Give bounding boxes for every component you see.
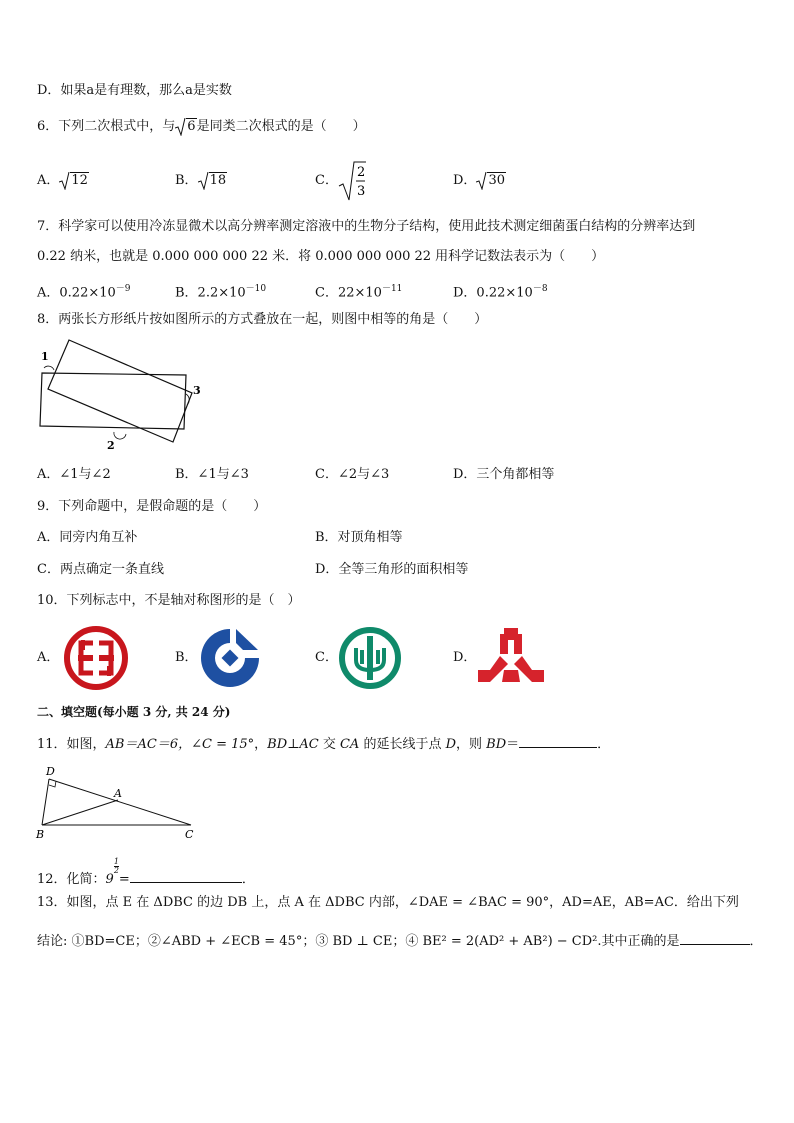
ccb-logo-icon[interactable] bbox=[198, 626, 262, 690]
q9-option-d[interactable]: D．全等三角形的面积相等 bbox=[315, 562, 469, 577]
svg-text:C: C bbox=[185, 828, 194, 841]
q6-option-c[interactable]: C． 2 3 bbox=[315, 160, 366, 202]
q13-stem-line1: 13．如图，点 E 在 ΔDBC 的边 DB 上，点 A 在 ΔDBC 内部，∠DAE = ∠BAC = 90°，AD=AE，AB=AC．给出下列 bbox=[37, 895, 739, 910]
boc-logo-icon[interactable] bbox=[476, 626, 546, 690]
q7-stem-line2: 0.22 纳米，也就是 0.000 000 000 22 米．将 0.000 000 000 22 用科学记数法表示为（ ） bbox=[37, 249, 605, 264]
q10-stem: 10．下列标志中，不是轴对称图形的是（ ） bbox=[37, 593, 301, 608]
q6-option-a[interactable]: A． 12 bbox=[37, 173, 88, 188]
q6-stem-pre: 6．下列二次根式中，与 bbox=[37, 119, 176, 134]
q8-stem: 8．两张长方形纸片按如图所示的方式叠放在一起，则图中相等的角是（ ） bbox=[37, 312, 488, 327]
q8-option-d[interactable]: D．三个角都相等 bbox=[453, 467, 555, 482]
q7-option-d[interactable]: D．$0.22\times 10^{-8}$ bbox=[453, 284, 548, 301]
q11-figure bbox=[34, 762, 204, 842]
svg-text:A: A bbox=[114, 787, 122, 800]
q9-option-a[interactable]: A．同旁内角互补 bbox=[37, 530, 138, 545]
q9-option-b[interactable]: B．对顶角相等 bbox=[315, 530, 403, 545]
q6-stem-post: 是同类二次根式的是（ ） bbox=[196, 119, 366, 134]
svg-text:D: D bbox=[46, 765, 55, 778]
section2-title: 二、填空题(每小题 3 分, 共 24 分) bbox=[37, 705, 231, 719]
q9-stem: 9．下列命题中，是假命题的是（ ） bbox=[37, 499, 267, 514]
q13-answer-blank[interactable] bbox=[680, 930, 750, 945]
q10-option-c-label[interactable]: C． bbox=[315, 650, 338, 665]
icbc-logo-icon[interactable] bbox=[64, 626, 128, 690]
q9-option-c[interactable]: C．两点确定一条直线 bbox=[37, 562, 164, 577]
q8-label-2: 2 bbox=[107, 439, 115, 452]
q6-stem bbox=[37, 118, 366, 136]
q11-stem: 11．如图，AB＝AC＝6，∠C = 15°，BD⊥AC 交 CA 的延长线于点 D，则 BD＝ ． bbox=[37, 733, 610, 754]
q10-option-d-label[interactable]: D． bbox=[453, 650, 477, 665]
q8-option-c[interactable]: C．∠2与∠3 bbox=[315, 467, 390, 482]
q8-label-3: 3 bbox=[193, 384, 201, 397]
q12-expression: 9 $\frac{1}{2}$ bbox=[105, 857, 119, 887]
q6-stem-radical: 6 bbox=[175, 118, 196, 136]
q8-figure bbox=[36, 338, 206, 456]
q13-stem-line2: 结论: ①BD=CE；②∠ABD + ∠ECB = 45°；③ BD ⊥ CE；④ BE² = 2(AD² + AB²) − CD².其中正确的是 ． bbox=[37, 930, 763, 951]
q7-option-c[interactable]: C．$22\times 10^{-11}$ bbox=[315, 284, 403, 301]
abc-logo-icon[interactable] bbox=[338, 626, 402, 690]
q8-angle-arc-2 bbox=[114, 432, 126, 439]
q8-option-a[interactable]: A．∠1与∠2 bbox=[37, 467, 111, 482]
q12-answer-blank[interactable] bbox=[130, 868, 242, 883]
q12-stem: 12．化简：9 $\frac{1}{2}$ = ． bbox=[37, 857, 255, 887]
q8-angle-arc-1 bbox=[44, 366, 54, 370]
q7-option-a[interactable]: A．$0.22\times 10^{-9}$ bbox=[37, 284, 131, 301]
q7-option-b[interactable]: B．$2.2\times 10^{-10}$ bbox=[175, 284, 267, 301]
q8-label-1: 1 bbox=[41, 350, 49, 363]
q10-option-a-label[interactable]: A． bbox=[37, 650, 60, 665]
svg-text:B: B bbox=[36, 828, 45, 841]
q7-stem-line1: 7．科学家可以使用冷冻显微术以高分辨率测定溶液中的生物分子结构，使用此技术测定细菌蛋白结构的分辨率达到 bbox=[37, 219, 696, 234]
svg-text:3: 3 bbox=[356, 184, 366, 199]
q6-option-b[interactable]: B． 18 bbox=[175, 173, 227, 188]
q6-option-d[interactable]: D． 30 bbox=[453, 173, 505, 188]
q6-option-c-radical bbox=[338, 160, 366, 202]
q8-option-b[interactable]: B．∠1与∠3 bbox=[175, 467, 249, 482]
q5-option-d: D．如果a是有理数，那么a是实数 bbox=[37, 83, 232, 98]
q11-answer-blank[interactable] bbox=[519, 733, 597, 748]
svg-text:2: 2 bbox=[356, 165, 366, 180]
q10-option-b-label[interactable]: B． bbox=[175, 650, 198, 665]
